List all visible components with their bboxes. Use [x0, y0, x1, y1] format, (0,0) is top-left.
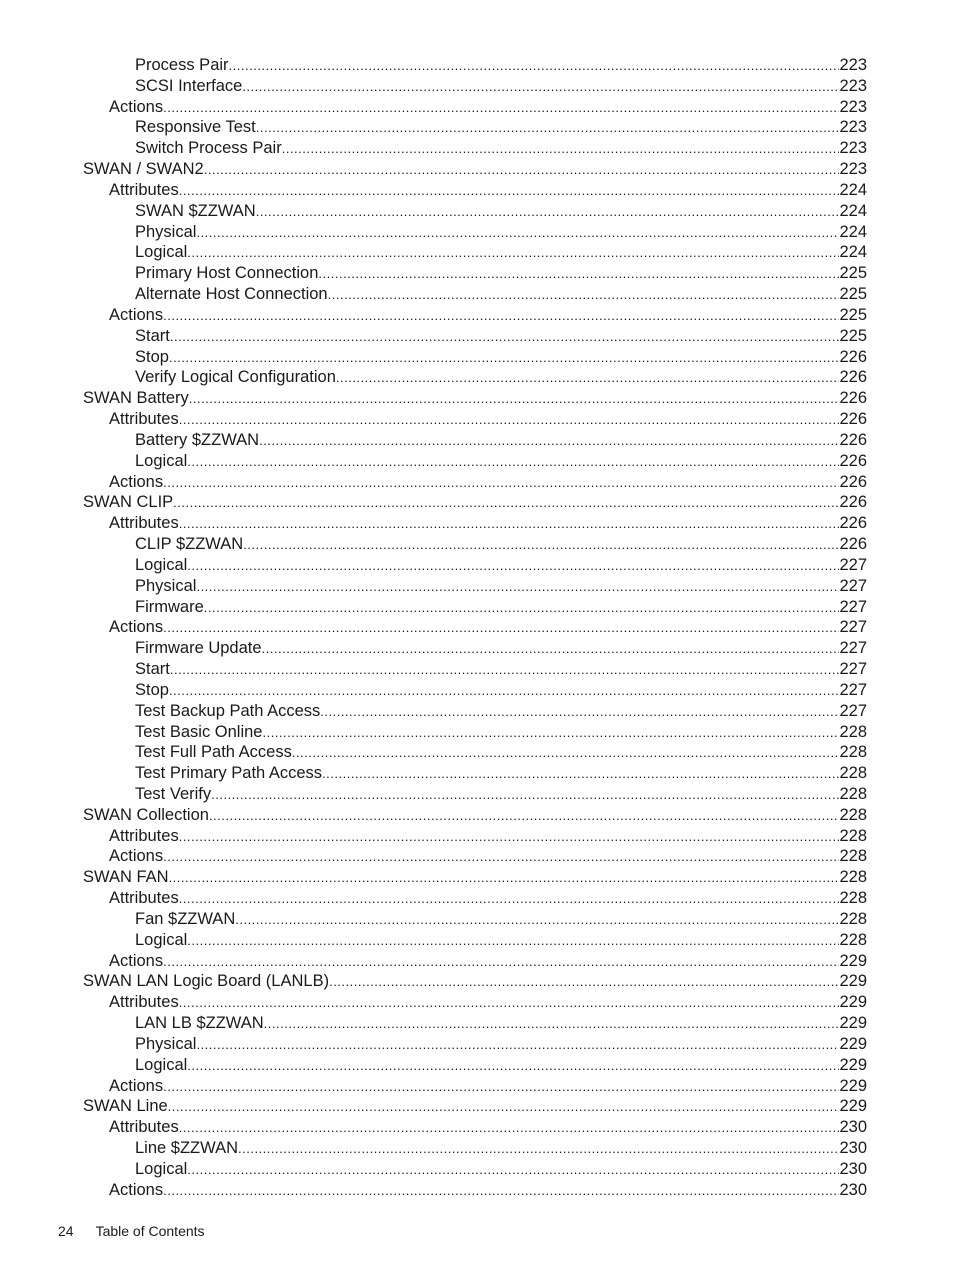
toc-entry[interactable] [83, 242, 867, 263]
dot-leader [243, 535, 839, 556]
toc-entry-title: Actions [109, 305, 164, 324]
toc-entry[interactable] [83, 347, 867, 368]
toc-entry[interactable] [83, 472, 867, 493]
toc-entry-page: 228 [839, 743, 867, 762]
toc-entry-title: Attributes [109, 410, 179, 429]
toc-entry-page: 223 [839, 139, 867, 158]
toc-entry[interactable] [83, 930, 867, 951]
toc-entry-title: Start [135, 660, 170, 679]
dot-leader [209, 806, 840, 827]
toc-entry-page: 223 [839, 97, 867, 116]
toc-entry[interactable] [83, 201, 867, 222]
toc-entry[interactable] [83, 701, 867, 722]
toc-entry[interactable] [83, 367, 867, 388]
dot-leader [256, 202, 840, 223]
dot-leader [336, 368, 840, 389]
toc-entry-page: 226 [839, 514, 867, 533]
toc-entry-page: 225 [839, 285, 867, 304]
dot-leader [262, 639, 840, 660]
dot-leader [170, 327, 840, 348]
toc-entry-title: SWAN Battery [83, 389, 189, 408]
toc-entry-title: Attributes [109, 1118, 179, 1137]
dot-leader [163, 618, 839, 639]
toc-entry[interactable] [83, 388, 867, 409]
toc-entry-title: Actions [109, 1076, 164, 1095]
toc-entry[interactable] [83, 76, 867, 97]
toc-entry-title: Logical [135, 555, 188, 574]
dot-leader [292, 743, 840, 764]
toc-entry[interactable] [83, 617, 867, 638]
dot-leader [169, 348, 840, 369]
toc-entry-title: Logical [135, 1159, 188, 1178]
toc-entry-page: 229 [839, 1055, 867, 1074]
dot-leader [211, 785, 839, 806]
toc-entry-title: Test Verify [135, 784, 212, 803]
toc-entry[interactable] [83, 888, 867, 909]
toc-entry-title: Test Primary Path Access [135, 764, 323, 783]
toc-entry-page: 229 [839, 1034, 867, 1053]
toc-entry-title: SWAN $ZZWAN [135, 201, 256, 220]
dot-leader [187, 931, 839, 952]
dot-leader [238, 1139, 839, 1160]
toc-entry-title: Logical [135, 1055, 188, 1074]
toc-entry-page: 225 [839, 305, 867, 324]
toc-entry-page: 223 [839, 160, 867, 179]
toc-entry[interactable] [83, 784, 867, 805]
toc-entry-page: 229 [839, 1097, 867, 1116]
toc-entry[interactable] [83, 55, 867, 76]
dot-leader [179, 410, 840, 431]
dot-leader [187, 1056, 839, 1077]
toc-entry-title: Alternate Host Connection [135, 285, 328, 304]
toc-entry[interactable] [83, 659, 867, 680]
toc-entry[interactable] [83, 951, 867, 972]
toc-entry-page: 228 [839, 909, 867, 928]
toc-entry[interactable] [83, 722, 867, 743]
toc-entry-title: Actions [109, 1180, 164, 1199]
toc-entry-title: Actions [109, 618, 164, 637]
toc-entry-title: Test Basic Online [135, 722, 263, 741]
toc-entry-title: Logical [135, 451, 188, 470]
dot-leader [179, 827, 840, 848]
toc-entry-page: 228 [839, 889, 867, 908]
toc-entry-title: Attributes [109, 993, 179, 1012]
toc-entry-title: Actions [109, 951, 164, 970]
toc-entry[interactable] [83, 1013, 867, 1034]
dot-leader [169, 681, 840, 702]
toc-entry[interactable] [83, 451, 867, 472]
toc-entry-page: 228 [839, 805, 867, 824]
toc-entry[interactable] [83, 1138, 867, 1159]
dot-leader [189, 389, 840, 410]
toc-entry-page: 229 [839, 972, 867, 991]
toc-entry-title: Attributes [109, 514, 179, 533]
dot-leader [163, 1181, 839, 1202]
dot-leader [179, 889, 840, 910]
toc-entry[interactable] [83, 992, 867, 1013]
toc-entry[interactable] [83, 138, 867, 159]
toc-entry-page: 230 [839, 1159, 867, 1178]
toc-entry-page: 226 [839, 368, 867, 387]
toc-entry-page: 224 [839, 180, 867, 199]
dot-leader [196, 1035, 839, 1056]
toc-entry[interactable] [83, 555, 867, 576]
toc-entry-title: Test Full Path Access [135, 743, 292, 762]
toc-entry[interactable] [83, 909, 867, 930]
dot-leader [173, 493, 839, 514]
toc-entry[interactable] [83, 846, 867, 867]
dot-leader [196, 223, 839, 244]
toc-entry-title: SWAN Line [83, 1097, 168, 1116]
dot-leader [256, 118, 840, 139]
toc-entry[interactable] [83, 430, 867, 451]
toc-entry-title: Start [135, 326, 170, 345]
dot-leader [204, 598, 840, 619]
toc-entry-title: Logical [135, 243, 188, 262]
toc-entry-title: SWAN Collection [83, 805, 209, 824]
dot-leader [196, 577, 839, 598]
toc-entry-page: 228 [839, 868, 867, 887]
toc-entry[interactable] [83, 1180, 867, 1201]
toc-entry-page: 223 [839, 56, 867, 74]
footer-page-number: 24 [58, 1223, 74, 1239]
toc-entry[interactable] [83, 534, 867, 555]
toc-entry-title: Physical [135, 222, 197, 241]
toc-entry-title: Stop [135, 347, 169, 366]
toc-entry-page: 228 [839, 764, 867, 783]
toc-entry-page: 224 [839, 201, 867, 220]
toc-entry-title: Responsive Test [135, 118, 256, 137]
toc-entry-page: 229 [839, 1076, 867, 1095]
dot-leader [163, 1077, 839, 1098]
toc-entry-title: Test Backup Path Access [135, 701, 321, 720]
dot-leader [187, 452, 839, 473]
dot-leader [169, 868, 840, 889]
toc-entry[interactable] [83, 867, 867, 888]
toc-entry-title: Verify Logical Configuration [135, 368, 336, 387]
toc-entry-title: Stop [135, 680, 169, 699]
toc-entry[interactable] [83, 409, 867, 430]
page-footer [58, 1223, 205, 1239]
toc-entry-page: 226 [839, 347, 867, 366]
toc-entry-title: Actions [109, 847, 164, 866]
toc-entry-title: LAN LB $ZZWAN [135, 1014, 264, 1033]
toc-entry[interactable] [83, 971, 867, 992]
toc-entry-page: 225 [839, 264, 867, 283]
toc-entry-title: Firmware Update [135, 639, 262, 658]
dot-leader [163, 306, 839, 327]
toc-entry-page: 225 [839, 326, 867, 345]
toc-entry-page: 227 [839, 660, 867, 679]
dot-leader [179, 1118, 840, 1139]
toc-entry-page: 223 [839, 118, 867, 137]
dot-leader [187, 1160, 839, 1181]
toc-entry[interactable] [83, 305, 867, 326]
toc-entry[interactable] [83, 1034, 867, 1055]
toc-entry-page: 226 [839, 493, 867, 512]
toc-entry-title: Battery $ZZWAN [135, 430, 260, 449]
dot-leader [318, 264, 839, 285]
toc-entry-page: 226 [839, 430, 867, 449]
toc-entry-page: 226 [839, 451, 867, 470]
toc-entry-page: 226 [839, 410, 867, 429]
toc-entry-title: Firmware [135, 597, 204, 616]
toc-entry-page: 227 [839, 639, 867, 658]
dot-leader [168, 1097, 840, 1118]
toc-entry-title: Logical [135, 930, 188, 949]
toc-entry-page: 227 [839, 576, 867, 595]
toc-entry-title: Line $ZZWAN [135, 1139, 238, 1158]
toc-entry-page: 228 [839, 784, 867, 803]
toc-entry-page: 229 [839, 951, 867, 970]
toc-entry-title: SWAN LAN Logic Board (LANLB) [83, 972, 330, 991]
toc-entry-title: SWAN FAN [83, 868, 169, 887]
toc-entry[interactable] [83, 117, 867, 138]
toc-entry[interactable] [83, 1096, 867, 1117]
toc-entry-page: 227 [839, 597, 867, 616]
dot-leader [235, 910, 839, 931]
toc-entry-title: CLIP $ZZWAN [135, 535, 244, 554]
dot-leader [259, 431, 839, 452]
dot-leader [187, 243, 839, 264]
toc-entry-page: 226 [839, 389, 867, 408]
dot-leader [204, 160, 840, 181]
dot-leader [282, 139, 840, 160]
toc-entry[interactable] [83, 1117, 867, 1138]
toc-entry-title: Attributes [109, 889, 179, 908]
toc-entry[interactable] [83, 326, 867, 347]
toc-entry-page: 229 [839, 993, 867, 1012]
toc-entry-title: Attributes [109, 180, 179, 199]
footer-section-title: Table of Contents [95, 1223, 205, 1239]
toc-entry-page: 228 [839, 930, 867, 949]
toc-entry-page: 230 [839, 1118, 867, 1137]
dot-leader [322, 764, 839, 785]
toc-entry[interactable] [83, 763, 867, 784]
dot-leader [179, 514, 840, 535]
toc-entry-page: 224 [839, 243, 867, 262]
toc-entry[interactable] [83, 1055, 867, 1076]
toc-entry-title: Actions [109, 472, 164, 491]
toc-entry[interactable] [83, 826, 867, 847]
dot-leader [170, 660, 840, 681]
toc-entry-title: Attributes [109, 826, 179, 845]
toc-entry-page: 228 [839, 722, 867, 741]
dot-leader [187, 556, 839, 577]
toc-entry-title: Process Pair [135, 56, 229, 74]
toc-entry-title: Switch Process Pair [135, 139, 282, 158]
toc-entry[interactable] [83, 222, 867, 243]
toc-entry-page: 228 [839, 847, 867, 866]
toc-entry[interactable] [83, 576, 867, 597]
toc-entry[interactable] [83, 159, 867, 180]
toc-entry-page: 230 [839, 1180, 867, 1199]
dot-leader [163, 98, 839, 119]
dot-leader [262, 723, 839, 744]
toc-entry[interactable] [83, 263, 867, 284]
toc-entry-title: Fan $ZZWAN [135, 909, 236, 928]
dot-leader [163, 473, 839, 494]
toc-entry[interactable] [83, 513, 867, 534]
toc-entry[interactable] [83, 597, 867, 618]
toc-entry-page: 226 [839, 535, 867, 554]
toc-entry[interactable] [83, 742, 867, 763]
toc-entry[interactable] [83, 1076, 867, 1097]
toc-entry-page: 227 [839, 680, 867, 699]
toc-entry-title: SWAN CLIP [83, 493, 174, 512]
toc-entry-page: 223 [839, 76, 867, 95]
table-of-contents [83, 55, 867, 1201]
toc-entry[interactable] [83, 180, 867, 201]
toc-entry-title: SCSI Interface [135, 76, 243, 95]
toc-entry[interactable] [83, 492, 867, 513]
toc-entry-title: Physical [135, 576, 197, 595]
toc-entry-title: Primary Host Connection [135, 264, 319, 283]
toc-entry-page: 226 [839, 472, 867, 491]
toc-entry[interactable] [83, 1159, 867, 1180]
toc-entry[interactable] [83, 638, 867, 659]
toc-entry[interactable] [83, 97, 867, 118]
toc-entry-page: 224 [839, 222, 867, 241]
toc-entry-page: 227 [839, 701, 867, 720]
toc-entry[interactable] [83, 680, 867, 701]
toc-entry[interactable] [83, 805, 867, 826]
dot-leader [264, 1014, 840, 1035]
toc-entry-title: Actions [109, 97, 164, 116]
toc-entry[interactable] [83, 284, 867, 305]
toc-entry-page: 229 [839, 1014, 867, 1033]
dot-leader [229, 56, 840, 77]
dot-leader [179, 181, 840, 202]
dot-leader [328, 285, 840, 306]
dot-leader [242, 77, 839, 98]
toc-entry-page: 227 [839, 618, 867, 637]
toc-entry-page: 230 [839, 1139, 867, 1158]
dot-leader [163, 847, 839, 868]
toc-entry-title: Physical [135, 1034, 197, 1053]
dot-leader [163, 952, 839, 973]
dot-leader [320, 702, 839, 723]
dot-leader [179, 993, 840, 1014]
dot-leader [329, 972, 839, 993]
toc-entry-page: 227 [839, 555, 867, 574]
toc-entry-title: SWAN / SWAN2 [83, 160, 204, 179]
toc-entry-page: 228 [839, 826, 867, 845]
